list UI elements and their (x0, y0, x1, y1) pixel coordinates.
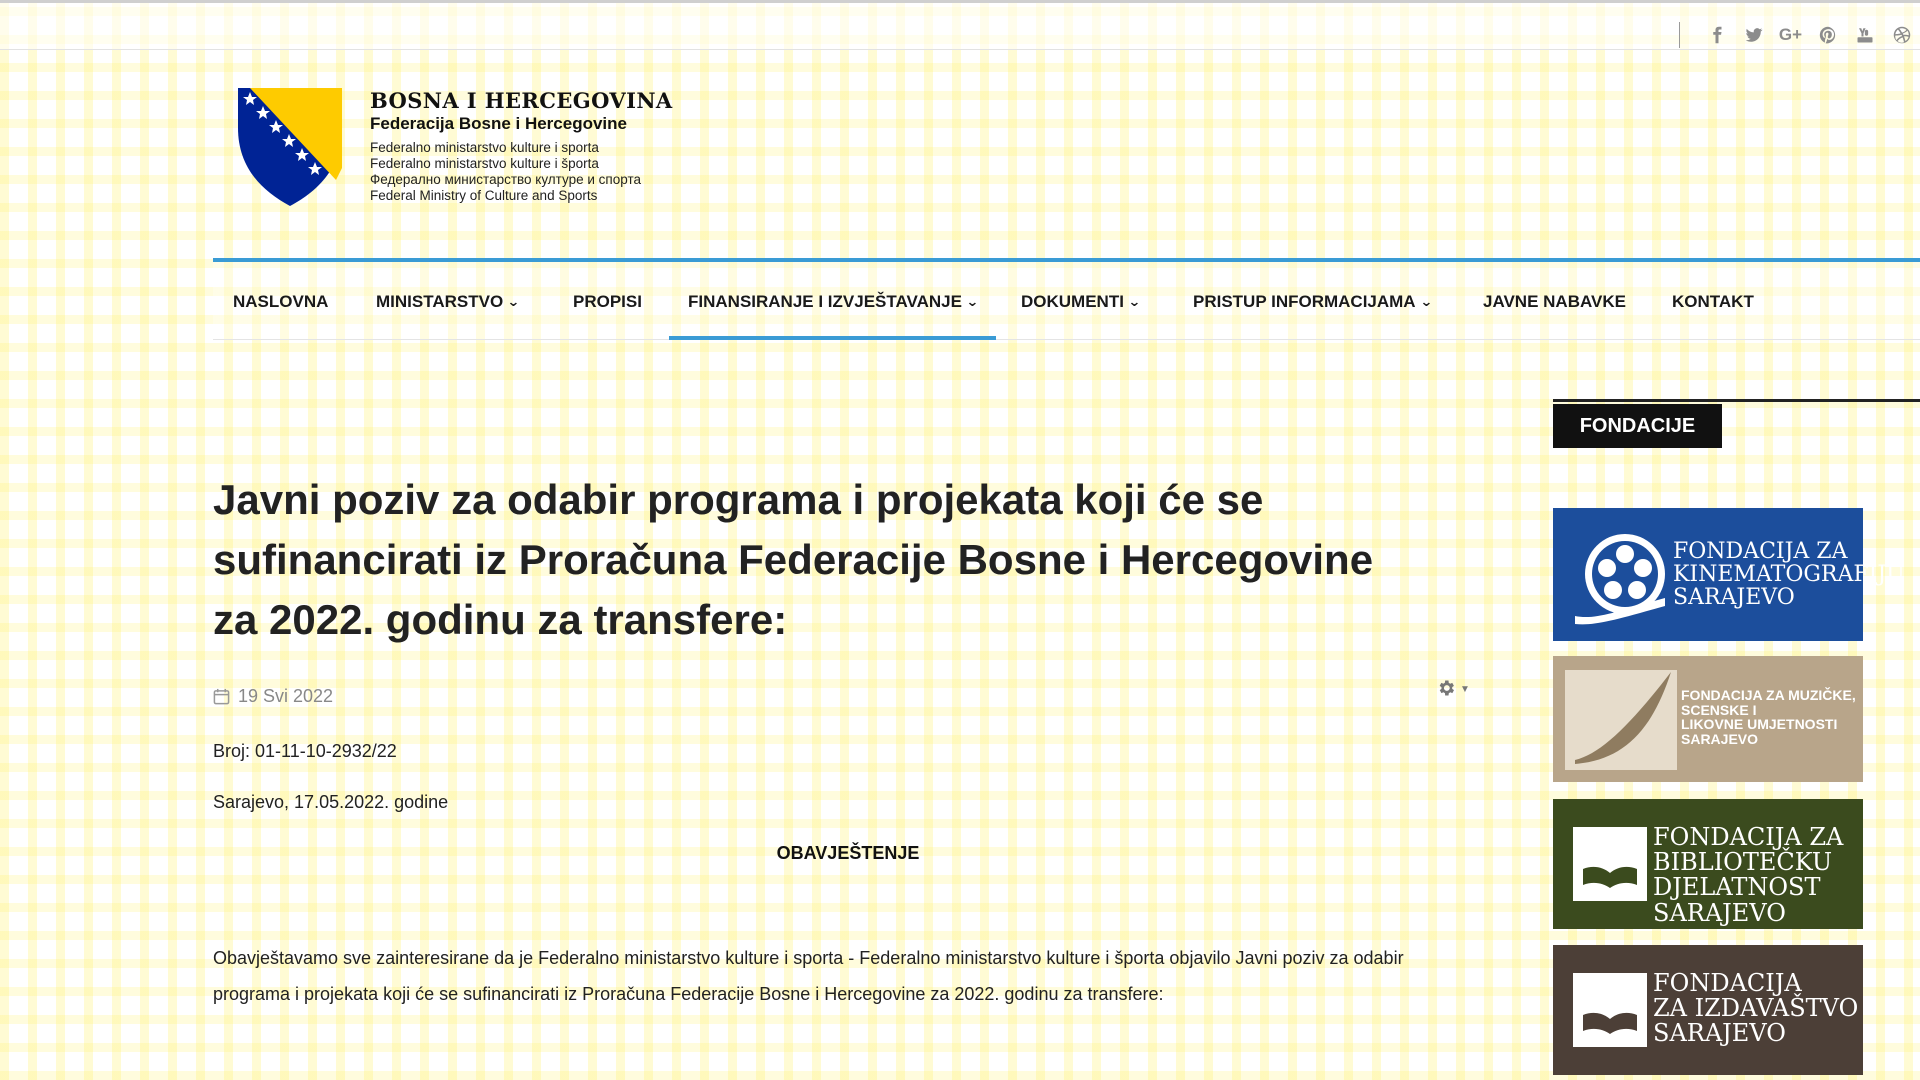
dribbble-icon[interactable] (1883, 26, 1920, 44)
logo-country: BOSNA I HERCEGOVINA (370, 88, 673, 113)
top-bar (0, 0, 1920, 50)
nav-label: DOKUMENTI (1021, 292, 1124, 311)
sidebar-title: FONDACIJE (1553, 404, 1722, 448)
pinterest-icon[interactable] (1809, 26, 1846, 44)
chevron-down-icon: ⌄ (507, 294, 521, 309)
google-plus-icon[interactable]: G+ (1778, 25, 1803, 44)
chevron-down-icon: ⌄ (1419, 294, 1433, 309)
chevron-down-icon: ⌄ (1127, 294, 1141, 309)
article-body: Obavještavamo sve zainteresirane da je Federalno ministarstvo kulture i sporta - Federalno ministarstvo kulture i športa objavilo Javni poziv za odabir programa i projekata koji će se sufinancirati iz Proračuna Federacije Bosne i Hercegovine za 2022. godinu za transfere: (213, 948, 1404, 1004)
youtube-icon[interactable] (1846, 26, 1883, 44)
nav-label: FINANSIRANJE I IZVJEŠTAVANJE (688, 292, 962, 311)
facebook-icon[interactable] (1698, 26, 1735, 44)
banner-fondacija-biblioteka[interactable] (1553, 799, 1863, 929)
banner-fondacija-kinematografija[interactable] (1553, 508, 1905, 641)
nav-item-dokumenti[interactable] (1021, 292, 1140, 312)
nav-item-propisi[interactable] (573, 292, 642, 312)
logo-ministry-bs: Federalno ministarstvo kulture i sporta (370, 140, 599, 155)
article-tools[interactable] (1436, 678, 1470, 698)
notice-heading: OBAVJEŠTENJE (776, 843, 920, 863)
main-nav (213, 258, 1920, 340)
twitter-icon[interactable] (1735, 26, 1772, 44)
nav-item-kontakt[interactable] (1672, 292, 1754, 312)
document-number: Broj: 01-11-10-2932/22 (213, 741, 397, 761)
nav-item-finansiranje[interactable] (688, 292, 978, 312)
sidebar-divider (1553, 399, 1920, 402)
nav-label: JAVNE NABAVKE (1483, 292, 1626, 311)
article-title: Javni poziv za odabir programa i projekata koji će se sufinancirati iz Proračuna Federacije Bosne i Hercegovine za 2022. godinu za transfere: (213, 476, 1374, 643)
logo-entity: Federacija Bosne i Hercegovine (370, 114, 627, 133)
open-book-icon (1573, 973, 1647, 1047)
social-divider (1679, 22, 1680, 48)
nav-item-pristup-informacijama[interactable] (1193, 292, 1432, 312)
caret-down-icon: ▼ (1460, 684, 1470, 695)
banner-fondacija-muzicke-umjetnosti[interactable] (1553, 656, 1863, 782)
banner-text: FONDACIJA ZA KINEMATOGRAFIJU SARAJEVO (1673, 539, 1905, 611)
logo-ministry-hr: Federalno ministarstvo kulture i športa (370, 156, 599, 171)
film-reel-icon (1575, 520, 1671, 628)
nav-active-indicator (669, 336, 996, 340)
open-book-icon (1573, 827, 1647, 901)
nav-label: KONTAKT (1672, 292, 1754, 311)
logo-text (370, 88, 730, 204)
nav-label: PRISTUP INFORMACIJAMA (1193, 292, 1416, 311)
place-and-date: Sarajevo, 17.05.2022. godine (213, 792, 449, 812)
banner-fondacija-izdavastvo[interactable] (1553, 945, 1863, 1075)
logo-ministry-en: Federal Ministry of Culture and Sports (370, 188, 598, 203)
banner-text: FONDACIJA ZA IZDAVAŠTVO SARAJEVO (1653, 969, 1859, 1048)
nav-label: NASLOVNA (233, 292, 329, 311)
calendar-icon (213, 688, 230, 705)
logo-ministry-sr: Федерално министарство културе и спорта (370, 172, 641, 187)
banner-text: FONDACIJA ZA BIBLIOTEČKU DJELATNOST SARAJEVO (1653, 823, 1844, 927)
swoosh-logo-icon (1561, 664, 1681, 774)
date-text: 19 Svi 2022 (238, 686, 334, 706)
nav-item-javne-nabavke[interactable] (1483, 292, 1626, 312)
nav-label: PROPISI (573, 292, 642, 311)
banner-text: FONDACIJA ZA MUZIČKE, SCENSKE I LIKOVNE UMJETNOSTI SARAJEVO (1681, 687, 1856, 748)
social-links (1679, 21, 1920, 49)
nav-item-naslovna[interactable] (233, 292, 328, 312)
coat-of-arms-icon (236, 86, 344, 208)
chevron-down-icon: ⌄ (965, 294, 979, 309)
article-date (213, 686, 333, 707)
gear-icon (1436, 678, 1456, 698)
nav-item-ministarstvo[interactable] (376, 292, 519, 312)
nav-label: MINISTARSTVO (376, 292, 504, 311)
